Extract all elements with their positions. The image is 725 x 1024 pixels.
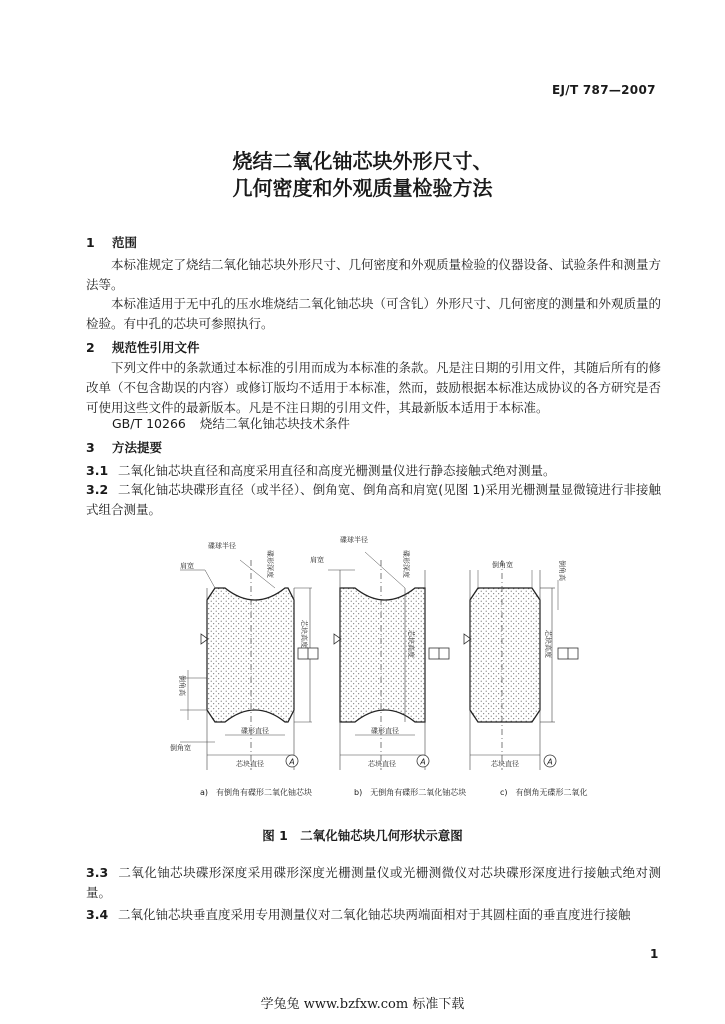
clause-3-4 [86, 905, 661, 925]
section-title: 范围 [112, 235, 138, 250]
figure-caption-c: c) 有倒角无碟形二氧化 [500, 788, 588, 797]
section-2-heading [86, 338, 200, 356]
clause-number: 3.1 [86, 463, 109, 478]
figure-caption-b: b) 无倒角有碟形二氧化铀芯块 [354, 788, 467, 797]
reference-title: 烧结二氧化铀芯块技术条件 [199, 416, 350, 431]
section-number: 1 [86, 235, 95, 250]
clause-3-2 [86, 480, 661, 520]
section-title: 规范性引用文件 [112, 340, 200, 355]
section-number: 3 [86, 440, 95, 455]
pellet-diameter-label: 芯块直径 [491, 760, 519, 768]
pellet-geometry-figure [160, 530, 600, 785]
clause-3-1 [86, 461, 661, 481]
clause-text: 二氧化铀芯块碟形深度采用碟形深度光栅测量仪或光栅测微仪对芯块碟形深度进行接触式绝对测量。 [86, 865, 661, 900]
pellet-height-label: 芯块高度 [544, 630, 552, 658]
shoulder-label: 肩宽 [310, 556, 324, 564]
dish-diameter-label: 碟形直径 [241, 727, 269, 735]
clause-number: 3.2 [86, 482, 109, 497]
clause-text: 二氧化铀芯块直径和高度采用直径和高度光栅测量仪进行静态接触式绝对测量。 [118, 463, 556, 478]
figure-title: 图 1 二氧化铀芯块几何形状示意图 [262, 828, 463, 843]
pellet-b-outline [310, 535, 449, 770]
section-1-heading [86, 233, 137, 251]
standard-code: EJ/T 787—2007 [552, 83, 656, 97]
clause-number: 3.3 [86, 865, 109, 880]
dish-radius-label: 碟球半径 [208, 542, 236, 550]
pellet-c-outline [464, 560, 578, 770]
chamfer-height-label: 倒角高 [178, 675, 186, 696]
shoulder-label: 肩宽 [180, 562, 194, 570]
page-number: 1 [650, 947, 659, 961]
pellet-diameter-label: 芯块直径 [236, 760, 264, 768]
chamfer-width-label: 倒角宽 [492, 561, 513, 569]
section-3-heading [86, 438, 162, 456]
normative-reference [112, 414, 350, 432]
document-title-line2: 几何密度和外观质量检验方法 [232, 176, 493, 200]
clause-text: 二氧化铀芯块垂直度采用专用测量仪对二氧化铀芯块两端面相对于其圆柱面的垂直度进行接触 [118, 907, 631, 922]
section-number: 2 [86, 340, 95, 355]
pellet-a-outline [170, 541, 318, 770]
reference-code: GB/T 10266 [112, 416, 186, 431]
clause-number: 3.4 [86, 907, 109, 922]
section-1-paragraph-1: 本标准规定了烧结二氧化铀芯块外形尺寸、几何密度和外观质量检验的仪器设备、试验条件和测量方法等。 [86, 257, 662, 292]
datum-a-label: A [289, 757, 295, 767]
chamfer-width-label: 倒角宽 [170, 744, 191, 752]
chamfer-height-label: 倒角高 [558, 560, 566, 581]
datum-a-label: A [547, 757, 553, 767]
pellet-height-label: 芯块高度 [407, 630, 415, 658]
dish-radius-label: 碟球半径 [340, 536, 368, 544]
footer-watermark: 学兔兔 www.bzfxw.com 标准下载 [260, 997, 465, 1012]
pellet-diameter-label: 芯块直径 [368, 760, 396, 768]
figure-caption-a: a) 有倒角有碟形二氧化铀芯块 [200, 788, 313, 797]
section-1-paragraph-2: 本标准适用于无中孔的压水堆烧结二氧化铀芯块（可含钆）外形尺寸、几何密度的测量和外观质量的检验。有中孔的芯块可参照执行。 [86, 296, 662, 331]
dish-depth-label: 碟形深度 [266, 550, 274, 578]
pellet-height-label: 芯块高度 [300, 620, 308, 648]
section-2-paragraph-1: 下列文件中的条款通过本标准的引用而成为本标准的条款。凡是注日期的引用文件，其随后所有的修改单（不包含勘误的内容）或修订版均不适用于本标准，然而，鼓励根据本标准达成协议的各方研究是否可使用这些文件的最新版本。凡是不注日期的引用文件，其最新版本适用于本标准。 [86, 360, 662, 415]
clause-3-3 [86, 863, 661, 903]
section-title: 方法提要 [112, 440, 163, 455]
document-title-line1: 烧结二氧化铀芯块外形尺寸、 [232, 149, 493, 173]
dish-depth-label: 碟形深度 [402, 550, 410, 578]
dish-diameter-label: 碟形直径 [371, 727, 399, 735]
datum-a-label: A [420, 757, 426, 767]
clause-text: 二氧化铀芯块碟形直径（或半径）、倒角宽、倒角高和肩宽(见图 1)采用光栅测量显微镜进行非接触式组合测量。 [86, 482, 661, 517]
